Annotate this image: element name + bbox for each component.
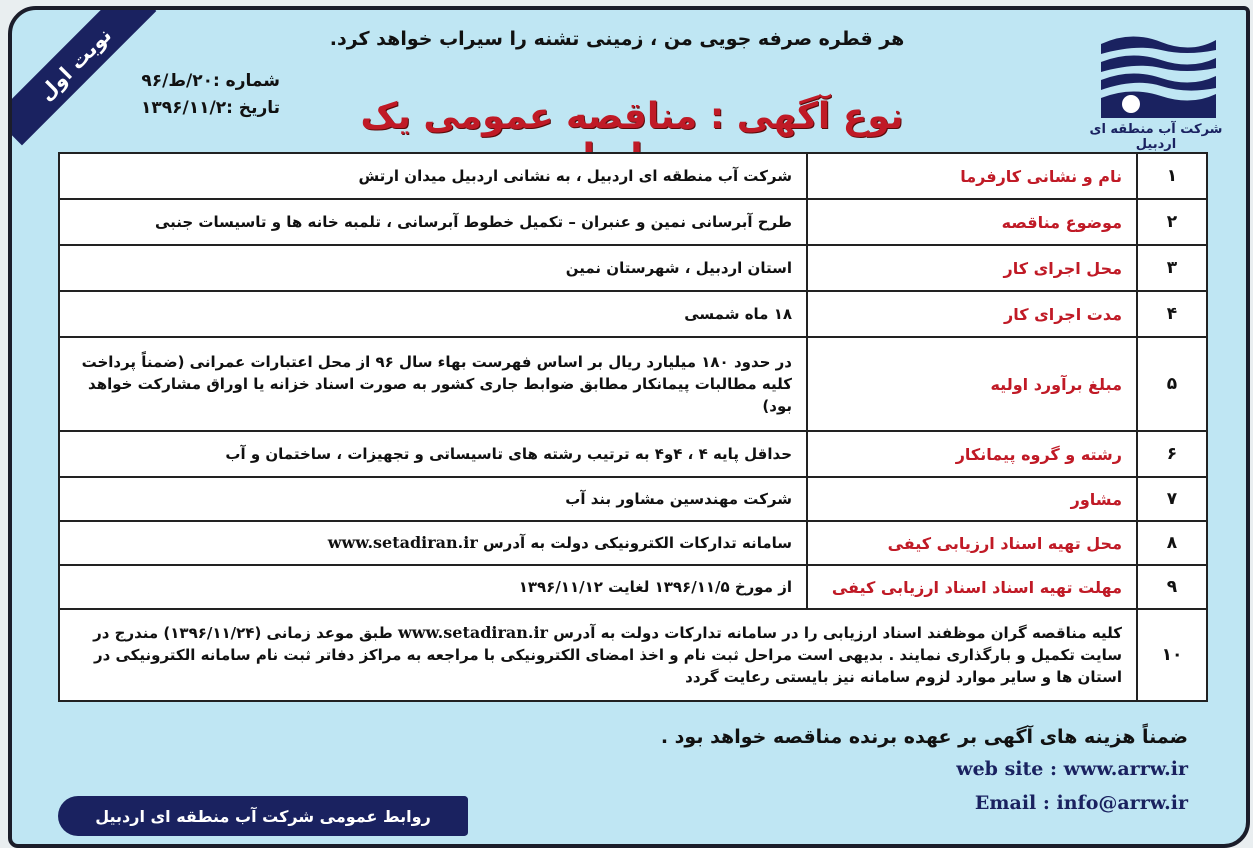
- advertisement-sheet: [8, 6, 1250, 848]
- table-row: [59, 291, 1207, 337]
- setadiran-link[interactable]: www.setadiran.ir: [327, 533, 478, 552]
- row-label: مهلت تهیه اسناد اسناد ارزیابی کیفی: [807, 565, 1137, 609]
- table-row: [59, 153, 1207, 199]
- row-value-text: سامانه تدارکات الکترونیکی دولت به آدرس: [482, 534, 792, 552]
- motto: هر قطره صرفه جویی من ، زمینی تشنه را سیراب خواهد کرد.: [329, 28, 905, 50]
- row-number: ۳: [1137, 245, 1207, 291]
- row-value: طرح آبرسانی نمین و عنبران – تکمیل خطوط آبرسانی ، تلمبه خانه ها و تاسیسات جنبی: [59, 199, 807, 245]
- row-label: موضوع مناقصه: [807, 199, 1137, 245]
- row10-text-part1: کلیه مناقصه گران موظفند اسناد ارزیابی را در سامانه تدارکات دولت به آدرس: [553, 624, 1122, 642]
- row-number: ۲: [1137, 199, 1207, 245]
- row-label: رشته و گروه پیمانکار: [807, 431, 1137, 477]
- row-value: [59, 521, 807, 565]
- row-label: نام و نشانی کارفرما: [807, 153, 1137, 199]
- table-row: [59, 431, 1207, 477]
- reference-info: [112, 68, 280, 122]
- row-number: ۱۰: [1137, 609, 1207, 701]
- row10-text-part2: طبق موعد زمانی (۱۳۹۶/۱۱/۲۴) مندرج در سایت تکمیل و بارگذاری نمایند . بدیهی است مراحل ثبت نام و اخذ امضای الکترونیکی با مراجعه به مراکز دفاتر ثبت نام سامانه الکترونیکی در استان ها و سایر موارد لزوم سامانه نیز بایستی رعایت گردد: [93, 624, 1122, 686]
- row-value: ۱۸ ماه شمسی: [59, 291, 807, 337]
- website-link[interactable]: web site : www.arrw.ir: [956, 758, 1188, 780]
- table-row: [59, 199, 1207, 245]
- table-row: [59, 245, 1207, 291]
- row-value: از مورخ ۱۳۹۶/۱۱/۵ لغایت ۱۳۹۶/۱۱/۱۲: [59, 565, 807, 609]
- row-value: در حدود ۱۸۰ میلیارد ریال بر اساس فهرست بهاء سال ۹۶ از محل اعتبارات عمرانی (ضمناً پرداخت کلیه مطالبات پیمانکار مطابق ضوابط جاری کشور به صورت اسناد خزانه یا اوراق مشارکت خواهد بود): [59, 337, 807, 431]
- setadiran-link-2[interactable]: www.setadiran.ir: [397, 623, 548, 642]
- table-row: [59, 477, 1207, 521]
- reference-number: شماره :۲۰/ط/۹۶: [141, 71, 280, 91]
- row-number: ۶: [1137, 431, 1207, 477]
- row-number: ۹: [1137, 565, 1207, 609]
- row-label: محل اجرای کار: [807, 245, 1137, 291]
- cost-note: ضمناً هزینه های آگهی بر عهده برنده مناقصه خواهد بود .: [660, 726, 1188, 748]
- row-value: شرکت آب منطقه ای اردبیل ، به نشانی اردبیل میدان ارتش: [59, 153, 807, 199]
- row-label: محل تهیه اسناد ارزیابی کیفی: [807, 521, 1137, 565]
- table-row: [59, 609, 1207, 701]
- water-wave-logo-icon: [1091, 22, 1221, 122]
- email-link[interactable]: Email : info@arrw.ir: [974, 792, 1188, 814]
- reference-date: تاریخ :۱۳۹۶/۱۱/۲: [141, 98, 280, 118]
- row-value: شرکت مهندسین مشاور بند آب: [59, 477, 807, 521]
- row-label: مدت اجرای کار: [807, 291, 1137, 337]
- row-number: ۱: [1137, 153, 1207, 199]
- logo-company-name: شرکت آب منطقه ای اردبیل: [1089, 122, 1223, 152]
- row-number: ۵: [1137, 337, 1207, 431]
- row-value: حداقل پایه ۴ ، ۴و۴ به ترتیب رشته های تاسیساتی و تجهیزات ، ساختمان و آب: [59, 431, 807, 477]
- company-logo: [1076, 22, 1236, 152]
- footer-text: روابط عمومی شرکت آب منطقه ای اردبیل: [95, 806, 431, 826]
- table-row: [59, 521, 1207, 565]
- page-title: نوع آگهی : مناقصه عمومی یک: [360, 96, 904, 137]
- row-label: مبلغ برآورد اولیه: [807, 337, 1137, 431]
- table-row: [59, 565, 1207, 609]
- tender-details-table: [58, 152, 1208, 702]
- row-label: مشاور: [807, 477, 1137, 521]
- row-number: ۴: [1137, 291, 1207, 337]
- footer-banner: [58, 796, 468, 836]
- row-number: ۸: [1137, 521, 1207, 565]
- row-value: [59, 609, 1137, 701]
- table-row: [59, 337, 1207, 431]
- ribbon-text: نوبت اول: [33, 22, 117, 106]
- row-value: استان اردبیل ، شهرستان نمین: [59, 245, 807, 291]
- row-number: ۷: [1137, 477, 1207, 521]
